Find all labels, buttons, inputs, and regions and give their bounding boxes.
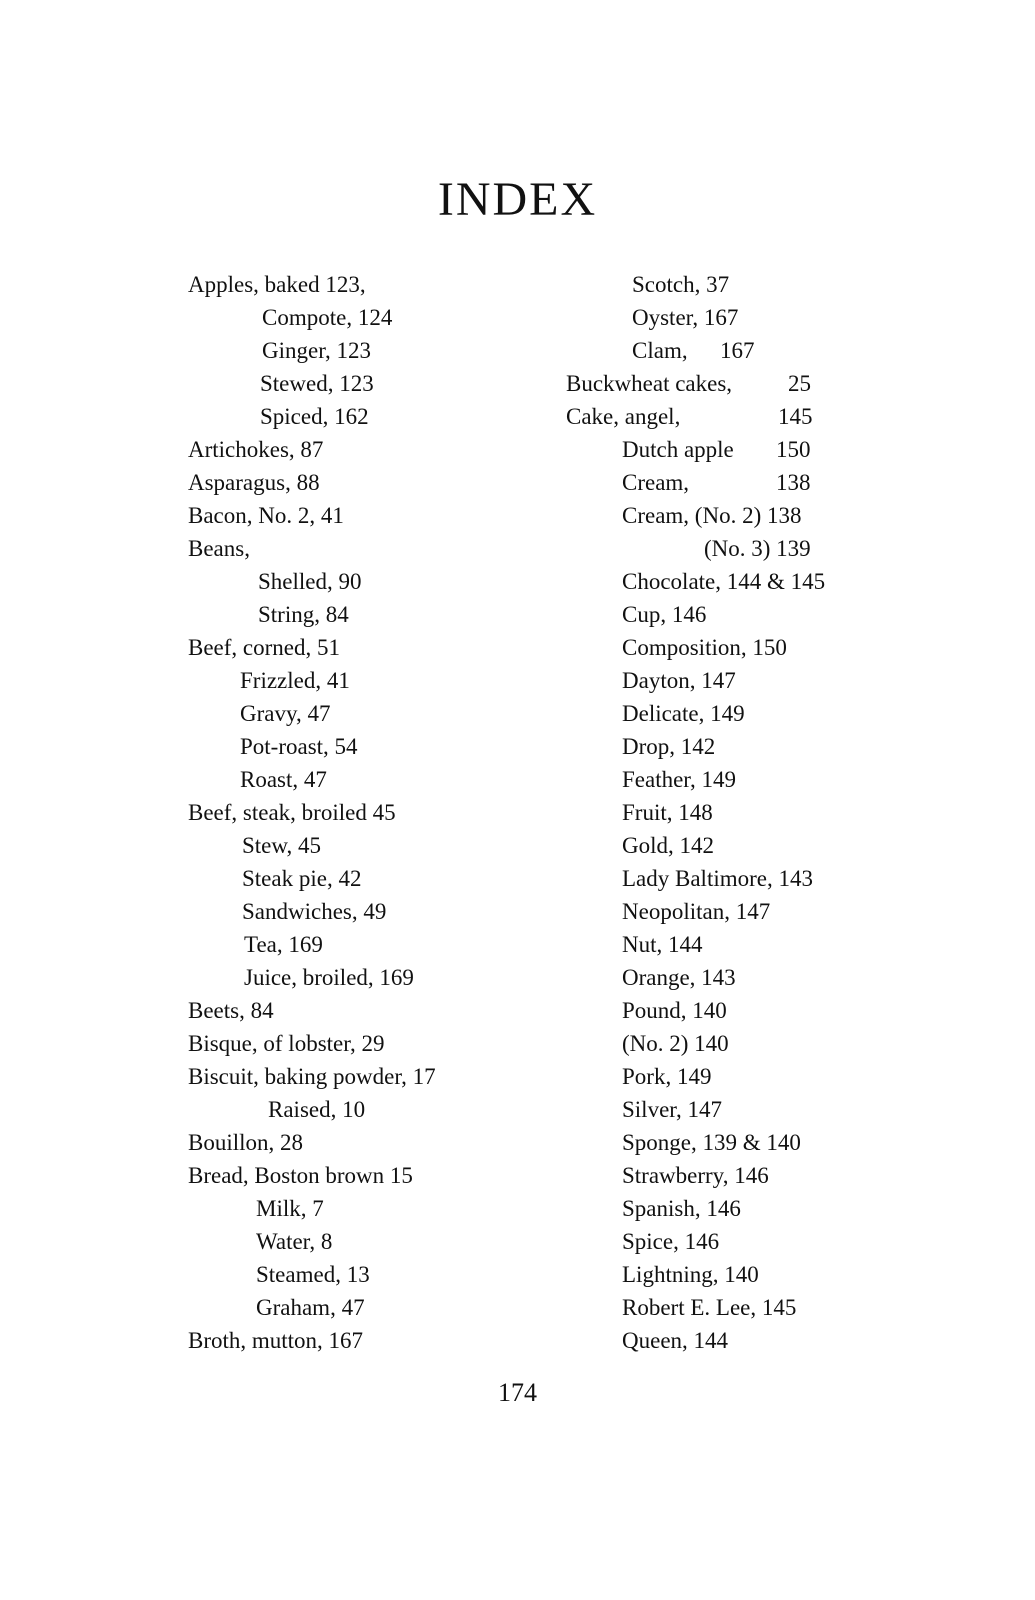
- index-entry-text: Bacon, No. 2, 41: [188, 503, 344, 528]
- index-entry-text: Orange, 143: [622, 965, 736, 990]
- index-entry-text: Juice, broiled, 169: [244, 965, 414, 990]
- index-entry-text: Steamed, 13: [256, 1262, 370, 1287]
- index-entry-text: Beef, steak, broiled 45: [188, 800, 396, 825]
- index-entry-text: Stew, 45: [242, 833, 322, 858]
- index-entry-text: Beans,: [188, 536, 250, 561]
- index-entry-text: Sponge, 139 & 140: [622, 1130, 801, 1155]
- index-entry-text: Graham, 47: [256, 1295, 365, 1320]
- index-entry: [566, 664, 896, 697]
- index-entry: [188, 334, 568, 367]
- index-entry-text: Raised, 10: [268, 1097, 366, 1122]
- index-entry: [566, 796, 896, 829]
- index-entry: [188, 532, 568, 565]
- index-entry: [188, 1291, 568, 1324]
- index-entry-text: Oyster, 167: [632, 305, 739, 330]
- index-entry: [566, 400, 896, 433]
- index-entry: [566, 499, 896, 532]
- index-entry: [566, 433, 896, 466]
- index-entry: [566, 1258, 896, 1291]
- index-entry-text: Feather, 149: [622, 767, 737, 792]
- index-entry-text: Dutch apple: [622, 437, 734, 462]
- index-entry-text: Lightning, 140: [622, 1262, 759, 1287]
- index-entry: [566, 763, 896, 796]
- index-entry: [566, 829, 896, 862]
- index-entry-text: Neopolitan, 147: [622, 899, 771, 924]
- index-entry-text: Chocolate, 144 & 145: [622, 569, 826, 594]
- index-entry-text: Buckwheat cakes,: [566, 371, 733, 396]
- index-entry-text: Milk, 7: [256, 1196, 324, 1221]
- index-entry: [566, 1060, 896, 1093]
- index-entry: [188, 268, 568, 301]
- index-entry-text: (No. 2) 140: [622, 1031, 729, 1056]
- index-entry: [566, 1192, 896, 1225]
- index-entry: [188, 301, 568, 334]
- index-entry: [188, 1324, 568, 1357]
- index-entry: [566, 1225, 896, 1258]
- index-entry-text: Pork, 149: [622, 1064, 712, 1089]
- index-entry: [566, 697, 896, 730]
- index-entry-text: Frizzled, 41: [240, 668, 350, 693]
- index-entry: [188, 466, 568, 499]
- index-entry: [188, 499, 568, 532]
- index-entry: [566, 862, 896, 895]
- index-entry-text: Spice, 146: [622, 1229, 720, 1254]
- index-entry-text: Cream, (No. 2) 138: [622, 503, 802, 528]
- index-entry-text: Nut, 144: [622, 932, 703, 957]
- index-entry: [188, 433, 568, 466]
- index-entry-text: String, 84: [258, 602, 349, 627]
- index-entry: [566, 268, 896, 301]
- page-title: INDEX: [437, 173, 598, 226]
- index-entry-text: Compote, 124: [262, 305, 393, 330]
- index-entry-text: Fruit, 148: [622, 800, 713, 825]
- index-entry: [566, 961, 896, 994]
- index-entry-text: Cream,: [622, 470, 690, 495]
- index-entry: [188, 1258, 568, 1291]
- index-entry: [188, 1225, 568, 1258]
- index-entry-text: Bread, Boston brown 15: [188, 1163, 413, 1188]
- index-entry-text: Ginger, 123: [262, 338, 371, 363]
- index-entry: [188, 1159, 568, 1192]
- index-entry-text: Biscuit, baking powder, 17: [188, 1064, 436, 1089]
- index-entry-text: Asparagus, 88: [188, 470, 320, 495]
- page-number: 174: [498, 1378, 537, 1407]
- index-entry: [566, 631, 896, 664]
- index-entry-text: Shelled, 90: [258, 569, 362, 594]
- index-entry: [566, 1126, 896, 1159]
- index-entry-page-number: 25: [788, 371, 811, 396]
- index-entry-text: Lady Baltimore, 143: [622, 866, 813, 891]
- index-entry-text: Cup, 146: [622, 602, 707, 627]
- index-entry: [188, 664, 568, 697]
- index-entry: [566, 466, 896, 499]
- index-entry-text: Gold, 142: [622, 833, 714, 858]
- index-entry: [566, 1027, 896, 1060]
- index-entry: [566, 301, 896, 334]
- index-entry-text: Clam,: [632, 338, 688, 363]
- index-entry: [188, 565, 568, 598]
- index-entry-page-number: 150: [776, 437, 811, 462]
- index-entry: [188, 1192, 568, 1225]
- index-entry-text: Water, 8: [256, 1229, 333, 1254]
- index-entry-text: Bouillon, 28: [188, 1130, 304, 1155]
- index-entry: [566, 598, 896, 631]
- index-entry: [188, 895, 568, 928]
- index-column-right: [566, 268, 896, 1357]
- index-entry: [566, 565, 896, 598]
- index-entry: [188, 862, 568, 895]
- index-entry: [566, 1159, 896, 1192]
- index-entry-text: Sandwiches, 49: [242, 899, 387, 924]
- index-entry-text: Delicate, 149: [622, 701, 745, 726]
- index-entry-text: Pot-roast, 54: [240, 734, 358, 759]
- index-entry: [188, 1093, 568, 1126]
- index-entry-text: Gravy, 47: [240, 701, 331, 726]
- index-entry: [188, 961, 568, 994]
- index-entry-text: Beef, corned, 51: [188, 635, 340, 660]
- index-entry: [188, 1027, 568, 1060]
- index-entry-text: Drop, 142: [622, 734, 716, 759]
- index-entry: [188, 598, 568, 631]
- index-entry: [188, 400, 568, 433]
- index-entry: [566, 1093, 896, 1126]
- index-entry-text: Spiced, 162: [260, 404, 369, 429]
- index-entry: [566, 1324, 896, 1357]
- index-entry-text: (No. 3) 139: [704, 536, 811, 561]
- index-entry: [188, 1126, 568, 1159]
- index-entry-text: Roast, 47: [240, 767, 327, 792]
- index-entry: [566, 895, 896, 928]
- index-entry-text: Dayton, 147: [622, 668, 736, 693]
- index-entry-page-number: 167: [720, 338, 755, 363]
- index-entry-text: Artichokes, 87: [188, 437, 324, 462]
- index-entry: [188, 994, 568, 1027]
- index-entry-text: Broth, mutton, 167: [188, 1328, 364, 1353]
- index-entry: [188, 730, 568, 763]
- index-entry-text: Tea, 169: [244, 932, 323, 957]
- index-entry: [566, 1291, 896, 1324]
- index-entry: [188, 829, 568, 862]
- index-entry: [566, 334, 896, 367]
- index-entry: [566, 994, 896, 1027]
- index-entry-text: Apples, baked 123,: [188, 272, 366, 297]
- index-entry: [188, 796, 568, 829]
- index-entry: [566, 532, 896, 565]
- index-entry-text: Steak pie, 42: [242, 866, 362, 891]
- index-entry-text: Pound, 140: [622, 998, 727, 1023]
- index-entry-text: Composition, 150: [622, 635, 787, 660]
- index-entry: [188, 1060, 568, 1093]
- index-entry-text: Spanish, 146: [622, 1196, 741, 1221]
- index-entry: [188, 631, 568, 664]
- index-entry-text: Scotch, 37: [632, 272, 730, 297]
- index-entry-text: Queen, 144: [622, 1328, 729, 1353]
- index-entry-text: Beets, 84: [188, 998, 274, 1023]
- index-entry-page-number: 138: [776, 470, 811, 495]
- index-entry-text: Stewed, 123: [260, 371, 374, 396]
- index-entry: [188, 763, 568, 796]
- index-column-left: [188, 268, 568, 1357]
- index-entry-text: Strawberry, 146: [622, 1163, 769, 1188]
- index-entry: [566, 928, 896, 961]
- index-entry-text: Bisque, of lobster, 29: [188, 1031, 385, 1056]
- index-entry-page-number: 145: [778, 404, 813, 429]
- index-entry-text: Cake, angel,: [566, 404, 681, 429]
- index-entry: [188, 928, 568, 961]
- index-entry-text: Robert E. Lee, 145: [622, 1295, 797, 1320]
- index-entry: [188, 697, 568, 730]
- index-entry-text: Silver, 147: [622, 1097, 723, 1122]
- index-entry: [188, 367, 568, 400]
- index-entry: [566, 730, 896, 763]
- index-entry: [566, 367, 896, 400]
